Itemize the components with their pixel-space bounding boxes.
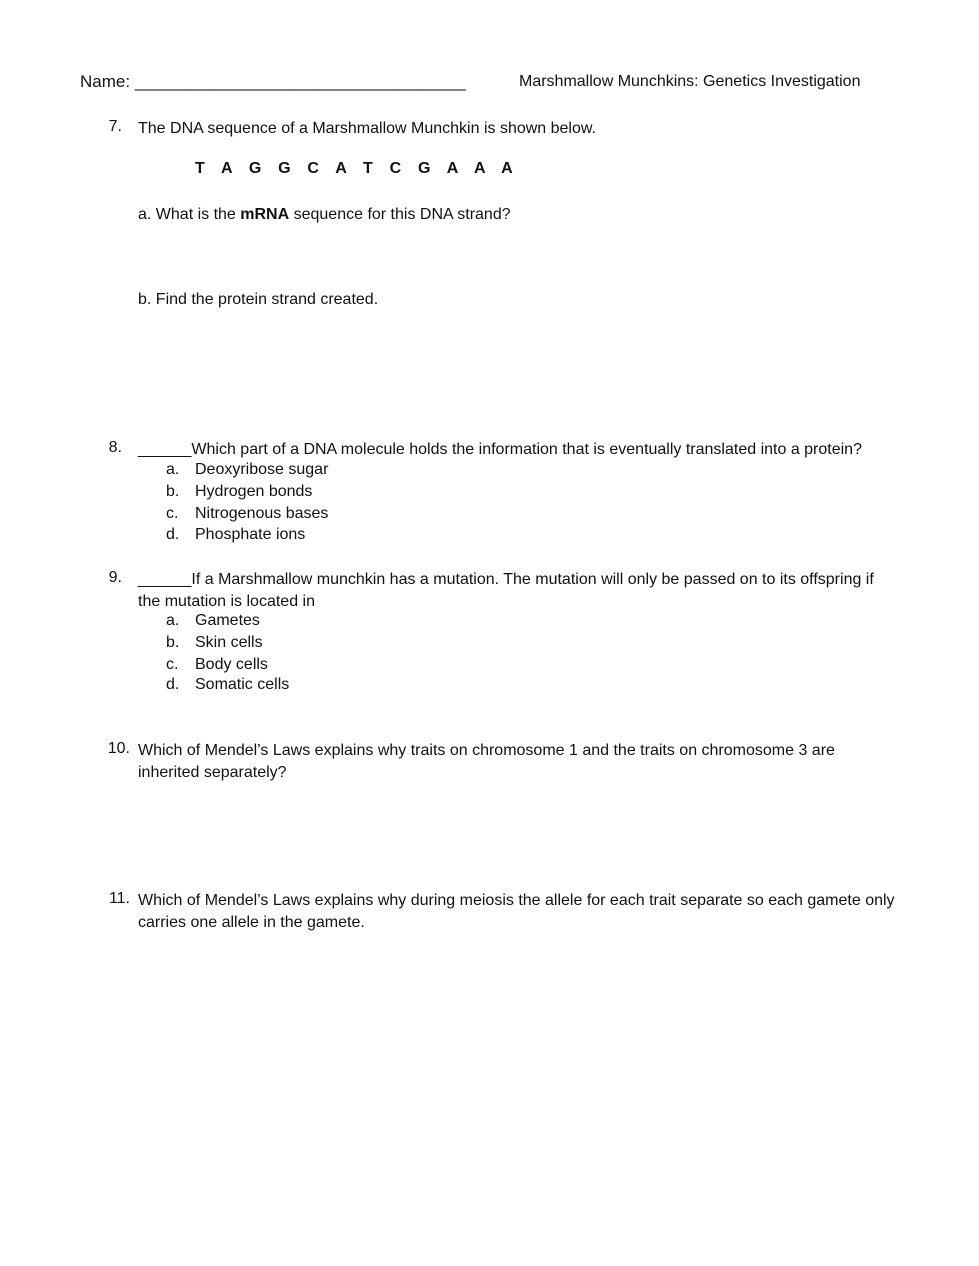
q8-option-d[interactable]: Phosphate ions (195, 526, 306, 543)
q7-part-a-after: sequence for this DNA strand? (289, 206, 511, 223)
q8-prompt: ______Which part of a DNA molecule holds the information that is eventually translated into a protein? (138, 441, 862, 458)
q9-prompt-line1: ______If a Marshmallow munchkin has a mutation. The mutation will only be passed on to its offspring if (138, 571, 874, 588)
q7-part-a-bold: mRNA (240, 206, 290, 223)
q7-part-b: b. Find the protein strand created. (138, 291, 379, 308)
q7-part-a (138, 204, 511, 226)
q8-option-a[interactable]: Deoxyribose sugar (195, 461, 329, 478)
q8-option-b-letter: b. (166, 483, 180, 500)
q7-number: 7. (108, 118, 122, 135)
q9-option-b-letter: b. (166, 634, 180, 651)
q9-prompt-line2: the mutation is located in (138, 593, 315, 610)
q10-prompt-line1: Which of Mendel’s Laws explains why traits on chromosome 1 and the traits on chromosome 3 are (138, 742, 835, 759)
q9-option-b[interactable]: Skin cells (195, 634, 263, 651)
q8-option-d-letter: d. (166, 526, 180, 543)
q11-prompt-line2: carries one allele in the gamete. (138, 914, 365, 931)
q8-number: 8. (108, 439, 122, 456)
q11-number: 11. (108, 890, 130, 907)
q7-part-a-before: a. What is the (138, 206, 241, 223)
q9-option-a-letter: a. (166, 612, 180, 629)
dna-sequence: T A G G C A T C G A A A (195, 160, 519, 177)
name-field-label[interactable]: Name: ___________________________________ (80, 72, 466, 91)
q11-prompt-line1: Which of Mendel’s Laws explains why during meiosis the allele for each trait separate so each gamete only (138, 892, 895, 909)
q8-option-c-letter: c. (166, 505, 179, 522)
q7-prompt: The DNA sequence of a Marshmallow Munchkin is shown below. (138, 120, 596, 137)
q9-number: 9. (108, 569, 122, 586)
q8-option-c[interactable]: Nitrogenous bases (195, 505, 329, 522)
q10-number: 10. (107, 740, 130, 757)
q9-option-a[interactable]: Gametes (195, 612, 260, 629)
q9-option-d-letter: d. (166, 676, 180, 693)
q10-prompt-line2: inherited separately? (138, 764, 287, 781)
q8-option-a-letter: a. (166, 461, 180, 478)
q9-option-c[interactable]: Body cells (195, 656, 268, 673)
q9-option-c-letter: c. (166, 656, 179, 673)
worksheet-title: Marshmallow Munchkins: Genetics Investigation (519, 73, 861, 90)
q8-option-b[interactable]: Hydrogen bonds (195, 483, 313, 500)
q9-option-d[interactable]: Somatic cells (195, 676, 290, 693)
